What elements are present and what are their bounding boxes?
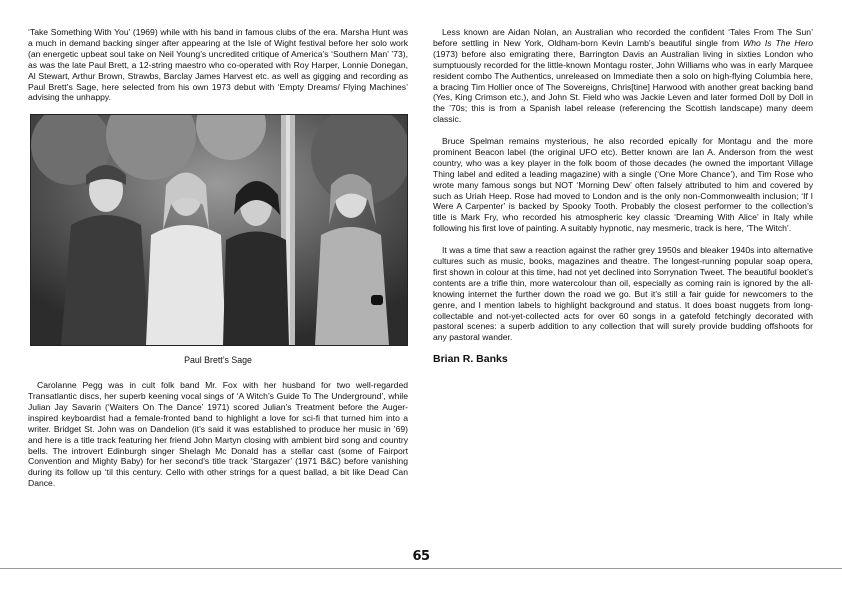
right-paragraph-3: It was a time that saw a reaction against the rather grey 1950s and bleaker 1940s into alternative cultures such as music, books, magazines and theatre. The longest-running popular soap opera, first shown in colour at this time, had not yet declined into Sorrynation Tweet. The beautiful booklet’s contents are a trifle thin, more watercolour than oil, especially as coming rain is ignored by the all-knowing internet the further down the road we go. But it’s still a fair guide for newcomers to the genre, and I mention labels to highlight background and status. It does boast nuggets from long-collectable and not-yet-collected acts for over 60 songs in a gatefold fetchingly decorated with pastoral scenes: a superb addition to any collection that will surely provide budding offshoots for any pastoral wander.: [433, 245, 813, 343]
page-number: 65: [412, 549, 430, 564]
footer-rule: [0, 568, 842, 569]
photo-caption: Paul Brett’s Sage: [184, 355, 252, 366]
left-column: [28, 27, 408, 500]
right-paragraph-1-start: Less known are Aidan Nolan, an Australian who recorded the confident ‘Tales From The Sun’ before settling in New York, Oldham-born Kevin Lamb’s beautiful single from: [433, 27, 813, 48]
band-photo-image: [31, 115, 407, 345]
album-title-italic: Who Is The Hero: [743, 37, 814, 48]
right-paragraph-2: Bruce Spelman remains mysterious, he also recorded epically for Montagu and the more prominent Beacon label (the original UFO etc). Better known are Ian A. Anderson from the west country, who was a key player in the folk boom of those decades (he owned the important Village Thing label and edited a leading magazine) with a single (‘One More Chance’), and Tim Rose who wrote many famous songs but NOT ‘Morning Dew’ often falsely attributed to him and covered by such as Uriah Heep. Rose had moved to London and is the only non-Commonwealth inclusion; ‘If I Were A Carpenter’ is backed by Spooky Tooth. Probably the closest performer to the collection’s title is Mark Fry, who recorded his atmospheric key classic ‘Dreaming With Alice’ in Italy while following his first love of painting. A suitably hypnotic, nay mesmeric, track is here, ‘The Witch’.: [433, 136, 813, 234]
right-column: [433, 27, 813, 376]
author-signature: Brian R. Banks: [433, 353, 508, 366]
right-paragraph-1: [433, 27, 813, 125]
right-paragraph-1-end: (1973) before also emigrating there, Barrington Davis an Australian living in sixties London who sumptuously recorded for the little-known Montagu roster, John Williams who was in early Marquee resident combo The Authentics, unreleased on Immediate then a solo on high-flying Columbia here, a bracing Tim Hollier once of The Sovereigns, Chris[tine] Harwood with another great backing band (Yes, King Crimson etc.), and John St. Field who was Jackie Leven and later formed Doll by Doll in the ’70s; this is from a Spanish label release (referencing the Scottish landscape) many deem classic.: [433, 48, 813, 125]
band-photo: [30, 114, 408, 346]
left-paragraph-1: ‘Take Something With You’ (1969) while with his band in famous clubs of the era. Marsha Hunt was a much in demand backing singer after appearing at the Isle of Wight festival before her solo work (an energetic upbeat soul take on Neil Young’s uncredited critique of America’s ‘Southern Man’ ’73), as was the late Paul Brett, a 12-string maestro who co-operated with Roy Harper, Lonnie Donegan, Al Stewart, Arthur Brown, Strawbs, Barclay James Harvest etc. as well as gigging and recording as Paul Brett’s Sage, here selected from his own 1973 debut with ‘Empty Dreams/ Flying Machines’ advising the unhappy.: [28, 27, 408, 103]
left-paragraph-2: Carolanne Pegg was in cult folk band Mr. Fox with her husband for two well-regarded Transatlantic discs, her superb keening vocal sings of ‘A Witch’s Guide To The Underground’, while Julian Jay Savarin (‘Waiters On The Dance’ 1971) scored Julian’s Treatment before the Auger-inspired keyboardist had a female-fronted band to highlight a love for sci-fi that turned him into a writer. Bridget St. John was on Dandelion (it’s said it was established to produce her music in ’69) and here is a title track featuring her friend John Martyn closing with ambient bird song and country bells. The introvert Edinburgh singer Shelagh Mc Donald has a stellar cast (some of Fairport Convention and Mighty Baby) for her second’s title track ‘Stargazer’ (1971 B&C) before vanishing during its follow up ‘til this century. Cello with other strings for a quest ballad, a bit like Dead Can Dance.: [28, 380, 408, 489]
